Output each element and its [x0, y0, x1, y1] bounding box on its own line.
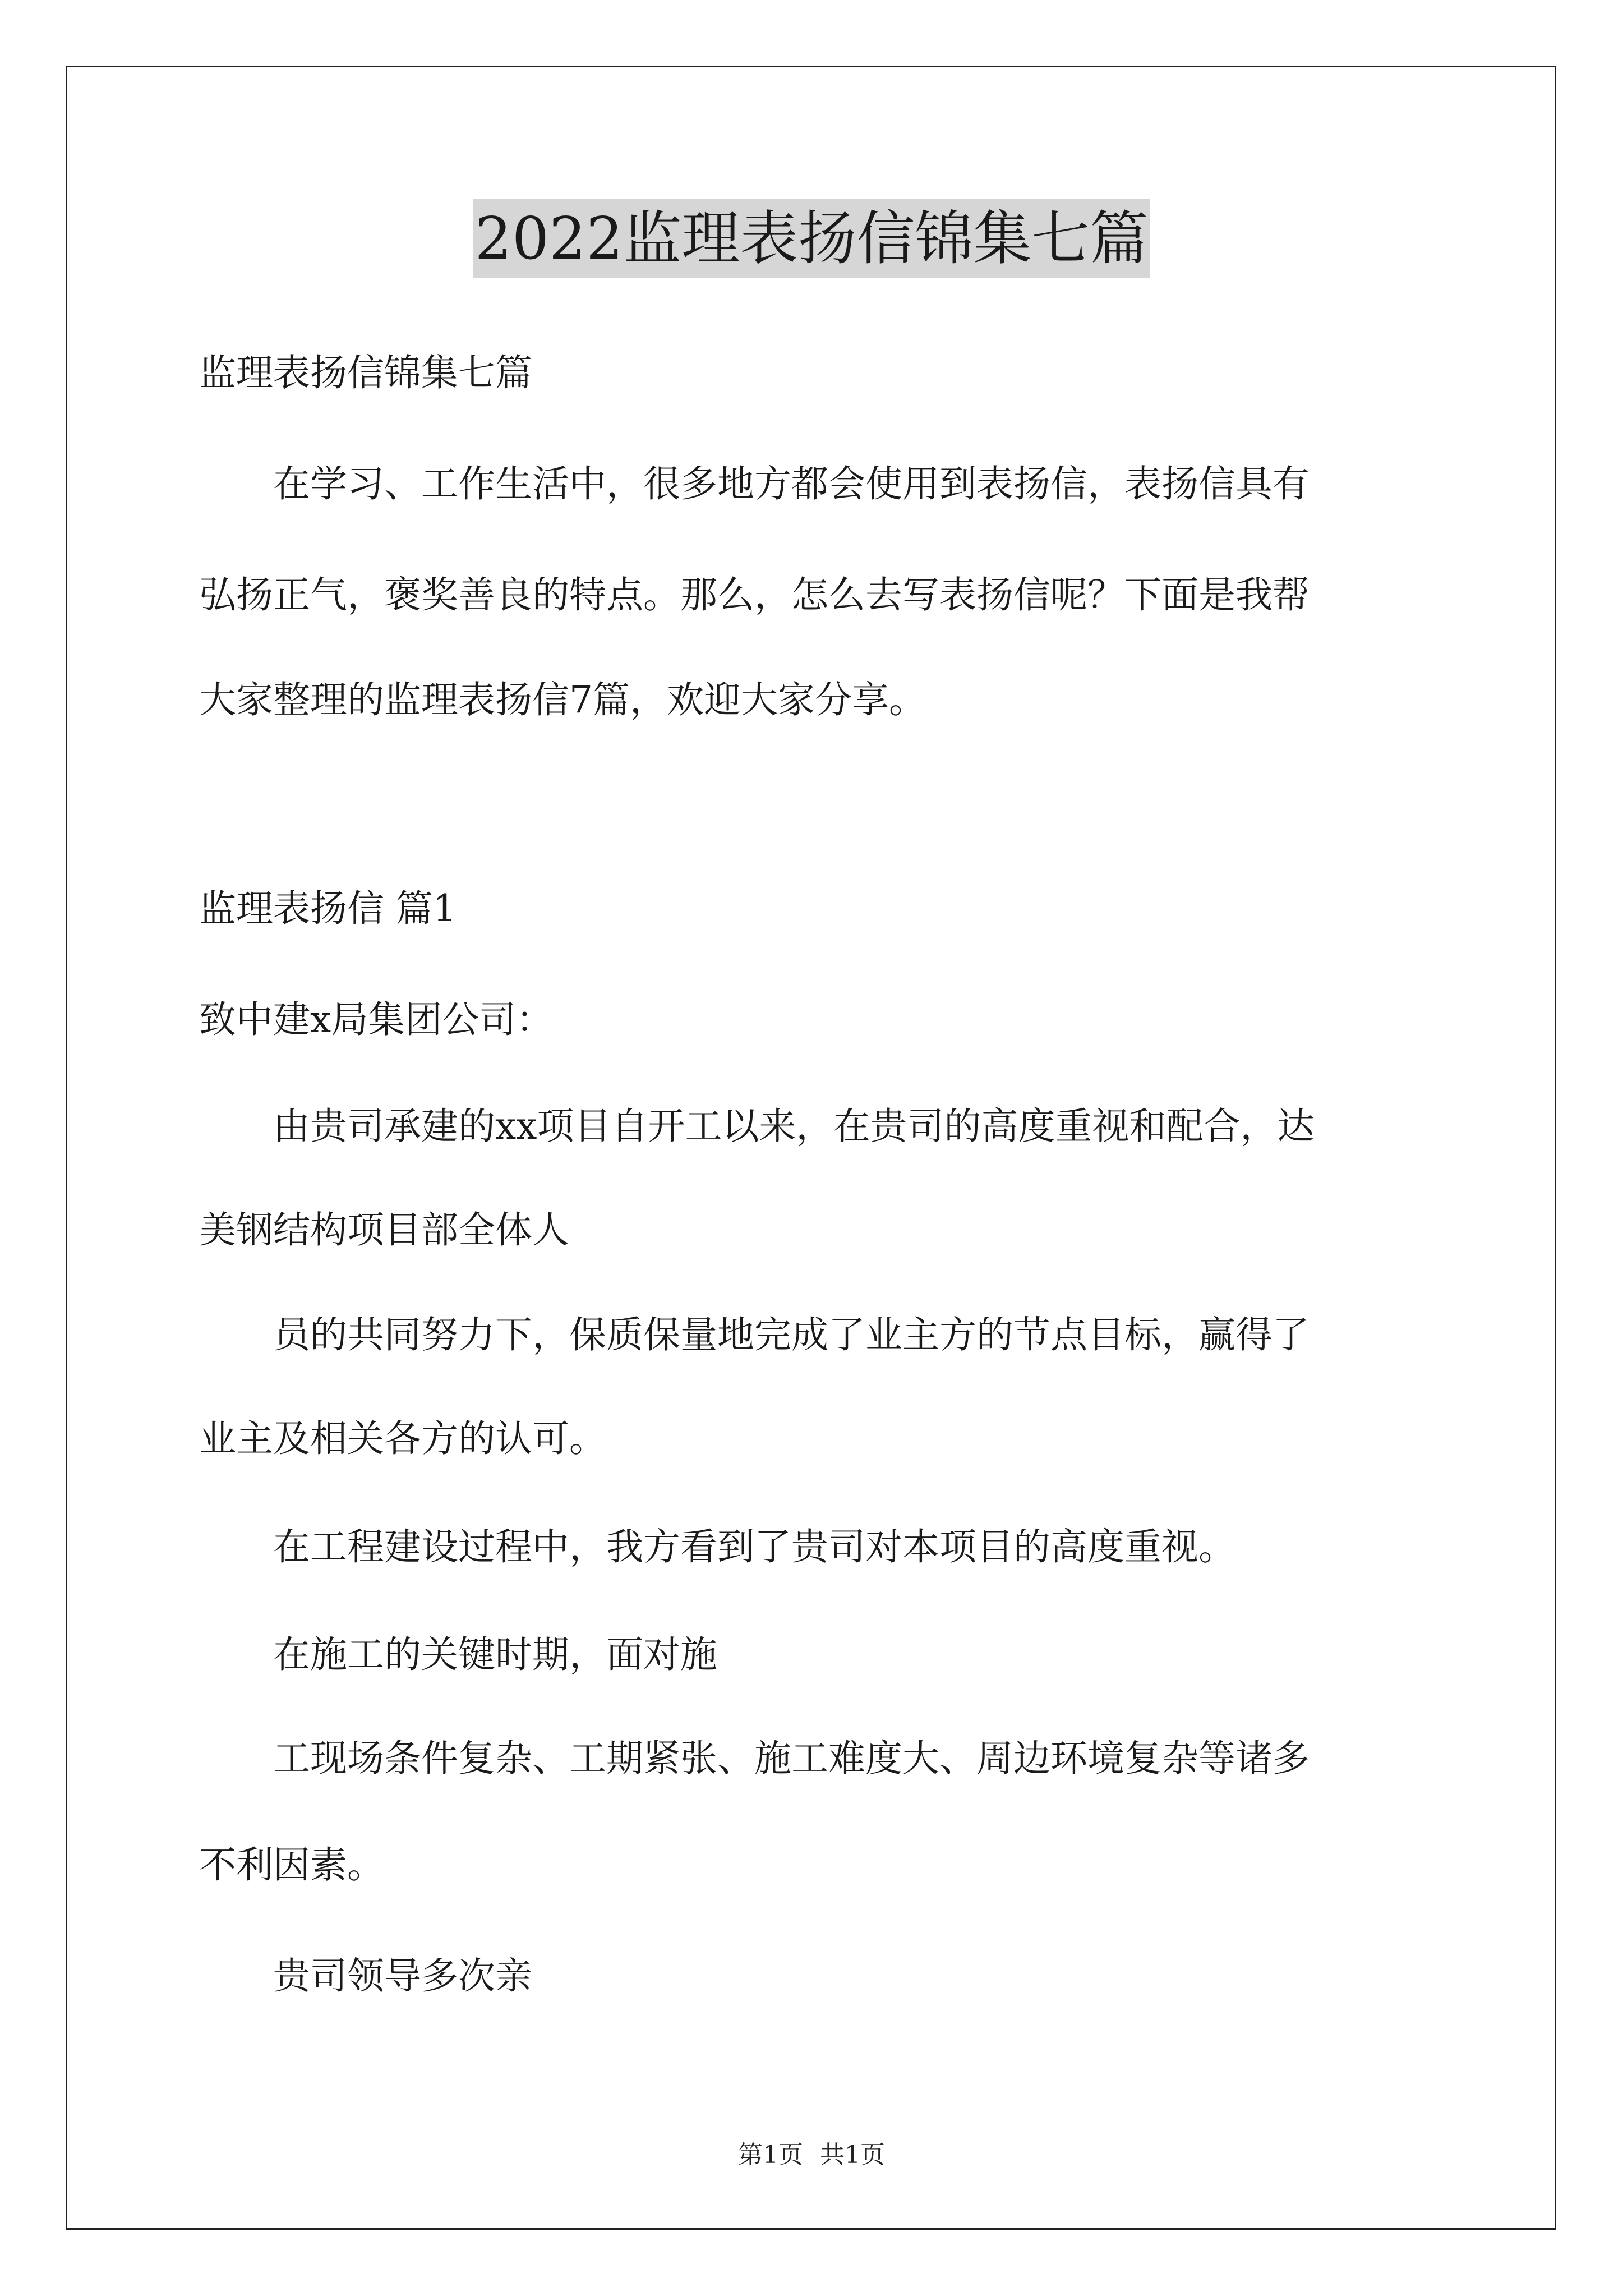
text-line: 在学习、工作生活中，很多地方都会使用到表扬信，表扬信具有: [199, 462, 1310, 505]
text-line: 弘扬正气，褒奖善良的特点。那么，怎么去写表扬信呢？下面是我帮: [199, 573, 1310, 616]
text-line: 致中建x局集团公司：: [199, 998, 554, 1041]
text-line: 美钢结构项目部全体人: [199, 1208, 569, 1251]
text-line: 由贵司承建的xx项目自开工以来，在贵司的高度重视和配合，达: [199, 1105, 1315, 1148]
text-line: 员的共同努力下，保质保量地完成了业主方的节点目标，赢得了: [199, 1313, 1310, 1356]
page-number: 第1页: [738, 2141, 803, 2169]
document-title: 2022监理表扬信锦集七篇: [473, 199, 1151, 278]
text-line: 业主及相关各方的认可。: [199, 1417, 606, 1460]
text-line: 不利因素。: [199, 1843, 384, 1887]
text-line: 贵司领导多次亲: [199, 1954, 532, 1998]
text-line: 工现场条件复杂、工期紧张、施工难度大、周边环境复杂等诸多: [199, 1737, 1310, 1780]
section-heading: 监理表扬信 篇1: [199, 887, 457, 930]
title-container: [0, 199, 1623, 278]
text-line: 监理表扬信锦集七篇: [199, 351, 532, 394]
page-footer: [0, 2138, 1623, 2172]
text-line: 在工程建设过程中，我方看到了贵司对本项目的高度重视。: [199, 1525, 1235, 1568]
text-line: 在施工的关键时期，面对施: [199, 1633, 717, 1676]
page-total: 共1页: [820, 2141, 885, 2169]
text-line: 大家整理的监理表扬信7篇，欢迎大家分享。: [199, 678, 926, 721]
